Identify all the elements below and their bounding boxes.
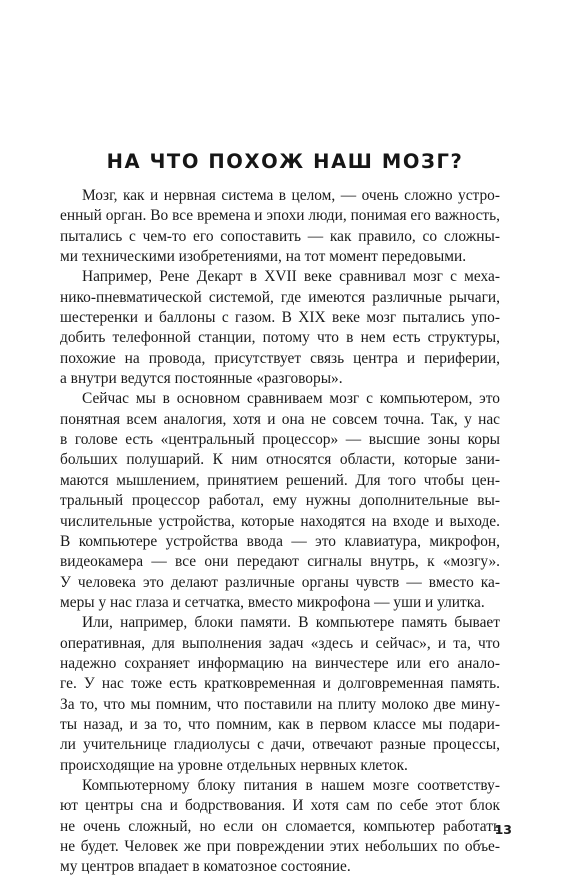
text-line: числительные устройства, которые находятся на входе и выходе. — [60, 512, 500, 530]
text-line: видеокамера — все они передают сигналы внутрь, к «мозгу». — [60, 553, 500, 571]
text-line: ми техническими изобретениями, на тот момент передовыми. — [60, 248, 467, 266]
text-line: За то, что мы помним, что поставили на плиту молоко две мину- — [60, 695, 500, 713]
text-line: оперативная, для выполнения задач «здесь и сейчас», и та, что — [60, 634, 500, 652]
chapter-heading: НА ЧТО ПОХОЖ НАШ МОЗГ? — [106, 150, 464, 173]
paragraph — [60, 389, 500, 613]
text-line: больших полушарий. К ним относятся области, которые зани- — [60, 451, 500, 469]
text-line: Компьютерному блоку питания в нашем мозге соответству- — [82, 776, 500, 794]
text-line: добить телефонной станции, потому что в нем есть структуры, — [60, 329, 500, 347]
paragraph — [60, 776, 500, 878]
text-line: енный орган. Во все времена и эпохи люди, понимая его важность, — [60, 207, 500, 225]
text-line: му центров впадает в коматозное состояние. — [60, 858, 351, 876]
text-line: а внутри ведутся постоянные «разговоры». — [60, 370, 343, 388]
text-line: Мозг, как и нервная система в целом, — очень сложно устро- — [82, 187, 500, 204]
text-line: похожие на провода, присутствует связь центра и периферии, — [60, 349, 500, 367]
text-line: тральный процессор работал, ему нужны дополнительные вы- — [60, 492, 500, 510]
paragraph — [60, 613, 500, 776]
text-line: ют центры сна и бодрствования. И хотя сам по себе этот блок — [60, 797, 500, 815]
text-line: Или, например, блоки памяти. В компьютере память бывает — [82, 614, 500, 632]
text-line: В компьютере устройства ввода — это клавиатура, микрофон, — [60, 532, 500, 550]
text-line: понятная всем аналогия, хотя и она не совсем точна. Так, у нас — [60, 410, 500, 428]
text-line: надежно сохраняет информацию на винчестере или его анало- — [60, 654, 500, 672]
text-line: в голове есть «центральный процессор» — высшие зоны коры — [60, 431, 500, 449]
text-line: шестеренки и баллоны с газом. В XIX веке мозг пытались упо- — [60, 309, 500, 327]
text-line: ты назад, и за то, что помним, как в первом классе мы подари- — [60, 715, 500, 733]
paragraph — [60, 186, 500, 267]
paragraph — [60, 267, 500, 389]
body-text — [60, 186, 500, 878]
text-line: не очень сложный, но если он сломается, компьютер работать — [60, 817, 500, 835]
text-line: ли учительнице гладиолусы с дачи, отвечают разные процессы, — [60, 736, 500, 754]
text-line: происходящие на уровне отдельных нервных клеток. — [60, 756, 408, 774]
text-line: не будет. Человек же при повреждении этих небольших по объе- — [60, 838, 500, 855]
text-line: маются мышлением, принятием решений. Для того чтобы цен- — [60, 471, 500, 489]
text-line: ге. У нас тоже есть кратковременная и долговременная память. — [60, 675, 500, 693]
text-line: Например, Рене Декарт в XVII веке сравнивал мозг с меха- — [82, 268, 500, 286]
text-line: У человека это делают различные органы чувств — вместо ка- — [60, 573, 500, 591]
text-line: пытались с чем-то его сопоставить — как правило, со сложны- — [60, 227, 500, 245]
page-number: 13 — [494, 822, 512, 837]
text-line: Сейчас мы в основном сравниваем мозг с компьютером, это — [82, 390, 500, 408]
text-line: нико-пневматической системой, где имеются различные рычаги, — [60, 288, 500, 306]
text-line: меры у нас глаза и сетчатка, вместо микрофона — уши и улитка. — [60, 593, 485, 611]
